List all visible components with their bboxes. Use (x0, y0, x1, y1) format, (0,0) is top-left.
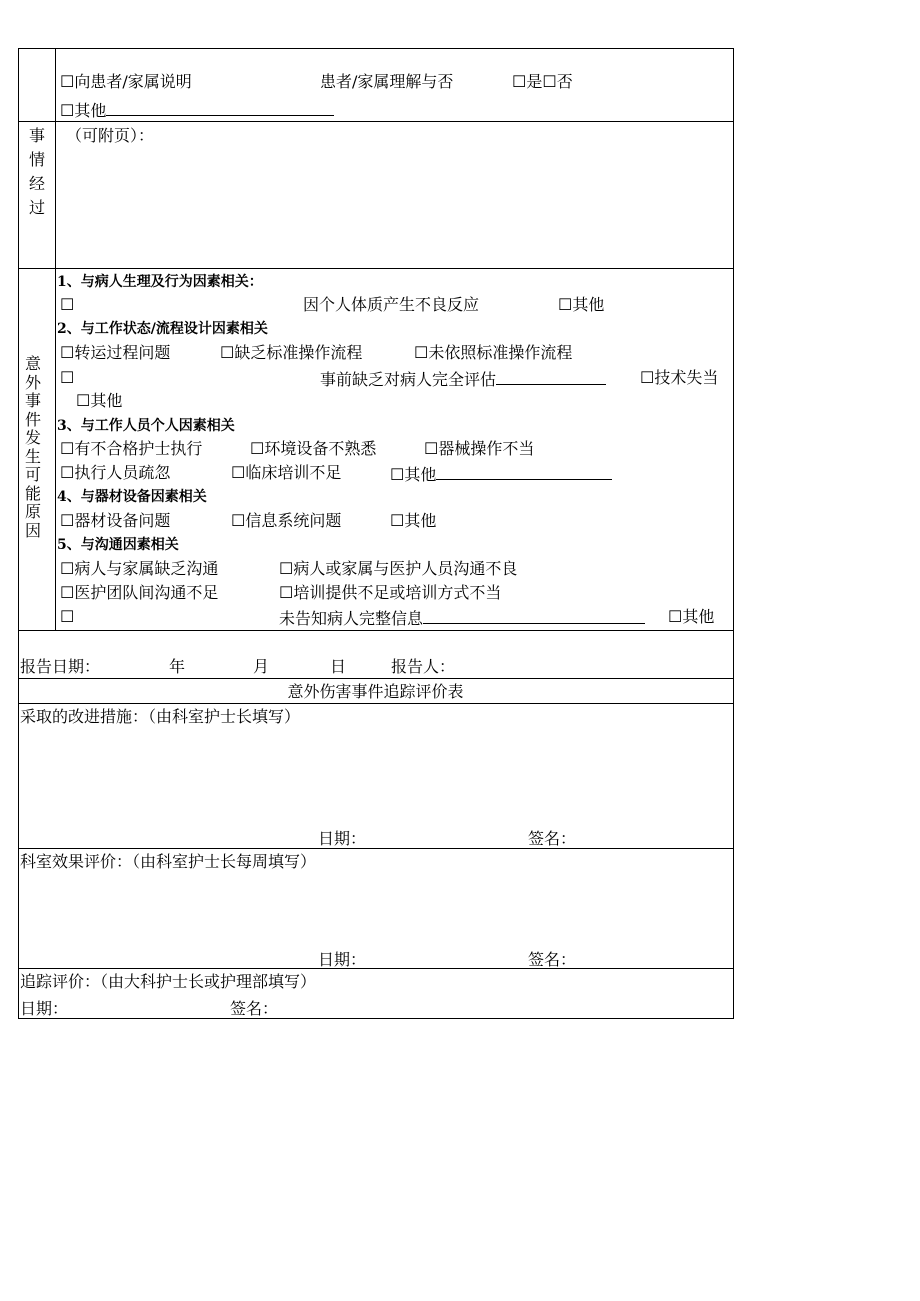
g4-other-checkbox[interactable]: ☐其他 (390, 511, 437, 530)
g2-d-label: 事前缺乏对病人完全评估 (320, 370, 497, 389)
report-month: 月 (253, 657, 270, 676)
row-divider-6 (18, 848, 734, 849)
row-divider-7 (18, 968, 734, 969)
table-top-border (18, 48, 734, 49)
label-column-divider (55, 48, 56, 631)
row-divider-3 (18, 630, 734, 631)
g2-d-item (320, 368, 606, 390)
notify-other-field[interactable] (106, 99, 334, 116)
g5-e-label: 未告知病人完整信息 (279, 609, 424, 628)
g5-e-item (279, 607, 645, 629)
g3-e-checkbox[interactable]: ☐临床培训不足 (231, 463, 342, 482)
table-left-border (18, 48, 19, 1019)
tracking-title: 意外伤害事件追踪评价表 (287, 682, 464, 701)
g5-e-field[interactable] (423, 607, 645, 624)
g3-a-checkbox[interactable]: ☐有不合格护士执行 (60, 439, 203, 458)
causes-label: 意外事件发生可能原因 (24, 354, 41, 540)
measures-sign-label: 签名： (528, 829, 577, 848)
notify-other-checkbox[interactable] (60, 99, 334, 121)
trace-eval-label: 追踪评价：（由大科护士长或护理部填写） (20, 972, 317, 991)
row-divider-5 (18, 703, 734, 704)
g1-checkbox[interactable]: ☐ (60, 295, 75, 314)
yes-no-checkbox[interactable]: ☐是☐否 (512, 72, 573, 91)
g5-box-checkbox[interactable]: ☐ (60, 607, 75, 626)
explain-checkbox[interactable]: ☐向患者/家属说明 (60, 72, 192, 91)
g4-a-checkbox[interactable]: ☐器材设备问题 (60, 511, 171, 530)
trace-eval-sign-label: 签名： (230, 999, 279, 1018)
cause-group-1-title: 1、与病人生理及行为因素相关： (57, 274, 263, 290)
g2-d-field[interactable] (496, 368, 606, 385)
process-note: （可附页）： (66, 126, 155, 145)
notify-other-label: ☐其他 (60, 101, 107, 120)
report-date-label: 报告日期： (20, 657, 101, 676)
dept-eval-sign-label: 签名： (528, 950, 577, 969)
understand-label: 患者/家属理解与否 (320, 72, 454, 91)
g3-other-field[interactable] (436, 463, 612, 480)
cause-group-5-title: 5、与沟通因素相关 (57, 537, 179, 553)
g5-a-checkbox[interactable]: ☐病人与家属缺乏沟通 (60, 559, 219, 578)
g5-other-checkbox[interactable]: ☐其他 (668, 607, 715, 626)
g4-b-checkbox[interactable]: ☐信息系统问题 (231, 511, 342, 530)
process-label: 事情经过 (28, 126, 45, 217)
report-year: 年 (169, 657, 186, 676)
table-right-border (733, 48, 734, 1019)
row-divider-2 (18, 268, 734, 269)
g5-d-checkbox[interactable]: ☐培训提供不足或培训方式不当 (279, 583, 502, 602)
g3-d-checkbox[interactable]: ☐执行人员疏忽 (60, 463, 171, 482)
cause-group-2-title: 2、与工作状态/流程设计因素相关 (57, 321, 268, 337)
g3-b-checkbox[interactable]: ☐环境设备不熟悉 (250, 439, 377, 458)
g1-other-checkbox[interactable]: ☐其他 (558, 295, 605, 314)
g3-other-checkbox[interactable] (390, 463, 612, 485)
reporter-label: 报告人： (391, 657, 456, 676)
report-day: 日 (330, 657, 347, 676)
g5-c-checkbox[interactable]: ☐医护团队间沟通不足 (60, 583, 219, 602)
g2-box-checkbox[interactable]: ☐ (60, 368, 75, 387)
g2-other-checkbox[interactable]: ☐其他 (76, 391, 123, 410)
g5-b-checkbox[interactable]: ☐病人或家属与医护人员沟通不良 (279, 559, 518, 578)
cause-group-4-title: 4、与器材设备因素相关 (57, 489, 207, 505)
measures-label: 采取的改进措施：（由科室护士长填写） (20, 707, 301, 726)
dept-eval-date-label: 日期： (318, 950, 367, 969)
g2-e-checkbox[interactable]: ☐技术失当 (640, 368, 719, 387)
g2-b-checkbox[interactable]: ☐缺乏标准操作流程 (220, 343, 363, 362)
g2-c-checkbox[interactable]: ☐未依照标准操作流程 (414, 343, 573, 362)
g2-a-checkbox[interactable]: ☐转运过程问题 (60, 343, 171, 362)
g1-item: 因个人体质产生不良反应 (303, 295, 480, 314)
row-divider-4 (18, 678, 734, 679)
g3-other-label: ☐其他 (390, 465, 437, 484)
row-divider-1 (18, 121, 734, 122)
dept-eval-label: 科室效果评价：（由科室护士长每周填写） (20, 852, 317, 871)
table-bottom-border (18, 1018, 734, 1019)
cause-group-3-title: 3、与工作人员个人因素相关 (57, 418, 235, 434)
trace-eval-date-label: 日期： (20, 999, 69, 1018)
measures-date-label: 日期： (318, 829, 367, 848)
g3-c-checkbox[interactable]: ☐器械操作不当 (424, 439, 535, 458)
